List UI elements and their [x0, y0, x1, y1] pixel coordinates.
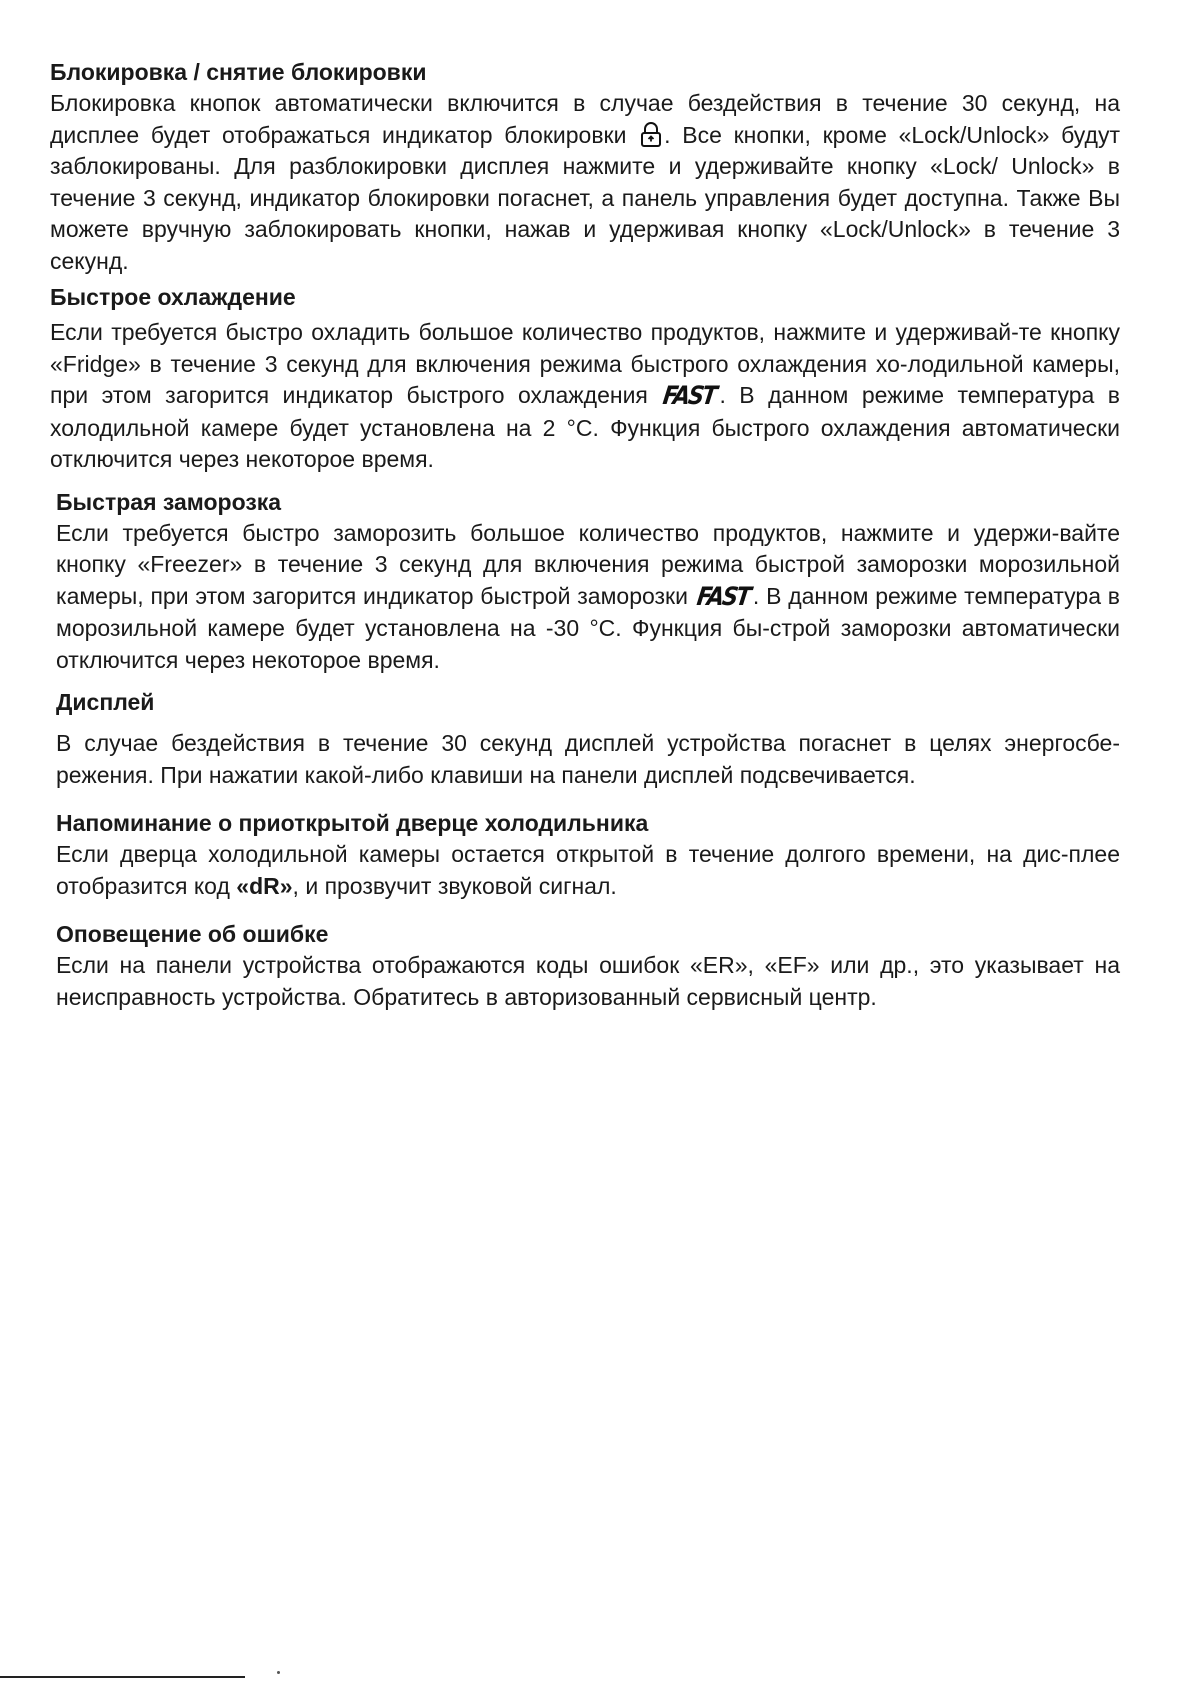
lock-text-1: Блокировка кнопок автоматически включится в случае бездействия в течение 30 секунд, на дисплее будет отображаться индикатор блокировки: [50, 90, 1120, 148]
fast-freeze-text-1: Если требуется быстро заморозить большое количество продуктов, нажмите и удержи-вайте кнопку «Freezer» в течение 3 секунд для включения режима быстрой заморозки морозильной камеры, при этом загорится индикатор быстрой заморозки: [56, 519, 1120, 609]
footer-divider: [0, 1676, 245, 1678]
section-body-fast-freeze: [56, 518, 1120, 677]
lock-icon: [640, 122, 662, 148]
fast-cool-text-1: Если требуется быстро охладить большое количество продуктов, нажмите и удерживай-те кнопку «Fridge» в течение 3 секунд для включения режима быстрого охлаждения хо-лодильной камеры, при этом загорится индикатор быстрого охлаждения: [50, 319, 1120, 408]
door-code: «dR»: [236, 872, 293, 899]
fast-cool-text-2: . В данном режиме температура в холодильной камере будет установлена на 2 °C. Функция быстрого охлаждения автоматически отключится через некоторое время.: [50, 382, 1120, 472]
door-text-2: , и прозвучит звуковой сигнал.: [292, 872, 617, 899]
section-heading-error: Оповещение об ошибке: [56, 921, 329, 947]
document-page: [50, 56, 1120, 1013]
section-error: [50, 918, 1120, 1013]
fast-freeze-icon: FAST: [694, 582, 751, 612]
section-heading-lock: Блокировка / снятие блокировки: [50, 59, 427, 85]
section-heading-fast-freeze: Быстрая заморозка: [56, 488, 282, 515]
door-text-1: Если дверца холодильной камеры остается открытой в течение долгого времени, на дис-плее отобразится код: [56, 841, 1120, 899]
section-body-display: В случае бездействия в течение 30 секунд дисплей устройства погаснет в целях энергосбе-режения. При нажатии какой-либо клавиши на панели дисплей подсвечивается.: [56, 730, 1120, 788]
section-display: [50, 686, 1120, 791]
fast-freeze-text-2: . В данном режиме температура в морозильной камере будет установлена на -30 °C. Функция бы-строй заморозки автоматически отключится через некоторое время.: [56, 582, 1121, 673]
section-body-error: Если на панели устройства отображаются коды ошибок «ER», «EF» или др., это указывает на неисправность устройства. Обратитесь в авторизованный сервисный центр.: [56, 952, 1120, 1010]
section-fast-cool: [50, 281, 1120, 476]
section-heading-display: Дисплей: [56, 689, 155, 715]
section-door-reminder: [50, 807, 1120, 902]
section-lock: [50, 56, 1120, 277]
footer-mark: [277, 1671, 280, 1674]
section-heading-door-reminder: Напоминание о приоткрытой дверце холодильника: [56, 810, 649, 836]
section-heading-fast-cool: Быстрое охлаждение: [50, 284, 296, 310]
section-body-door-reminder: [56, 839, 1120, 902]
section-fast-freeze: [50, 486, 1120, 677]
section-body-fast-cool: [50, 317, 1120, 476]
lock-text-2: . Все кнопки, кроме «Lock/Unlock» будут заблокированы. Для разблокировки дисплея нажмите и удерживайте кнопку «Lock/ Unlock» в течение 3 секунд, индикатор блокировки погаснет, а панель управления будет доступна. Также Вы можете вручную заблокировать кнопки, нажав и удерживая кнопку «Lock/Unlock» в течение 3 секунд.: [50, 121, 1120, 274]
section-body-lock: [50, 88, 1120, 277]
fast-cool-icon: FAST: [661, 382, 718, 411]
